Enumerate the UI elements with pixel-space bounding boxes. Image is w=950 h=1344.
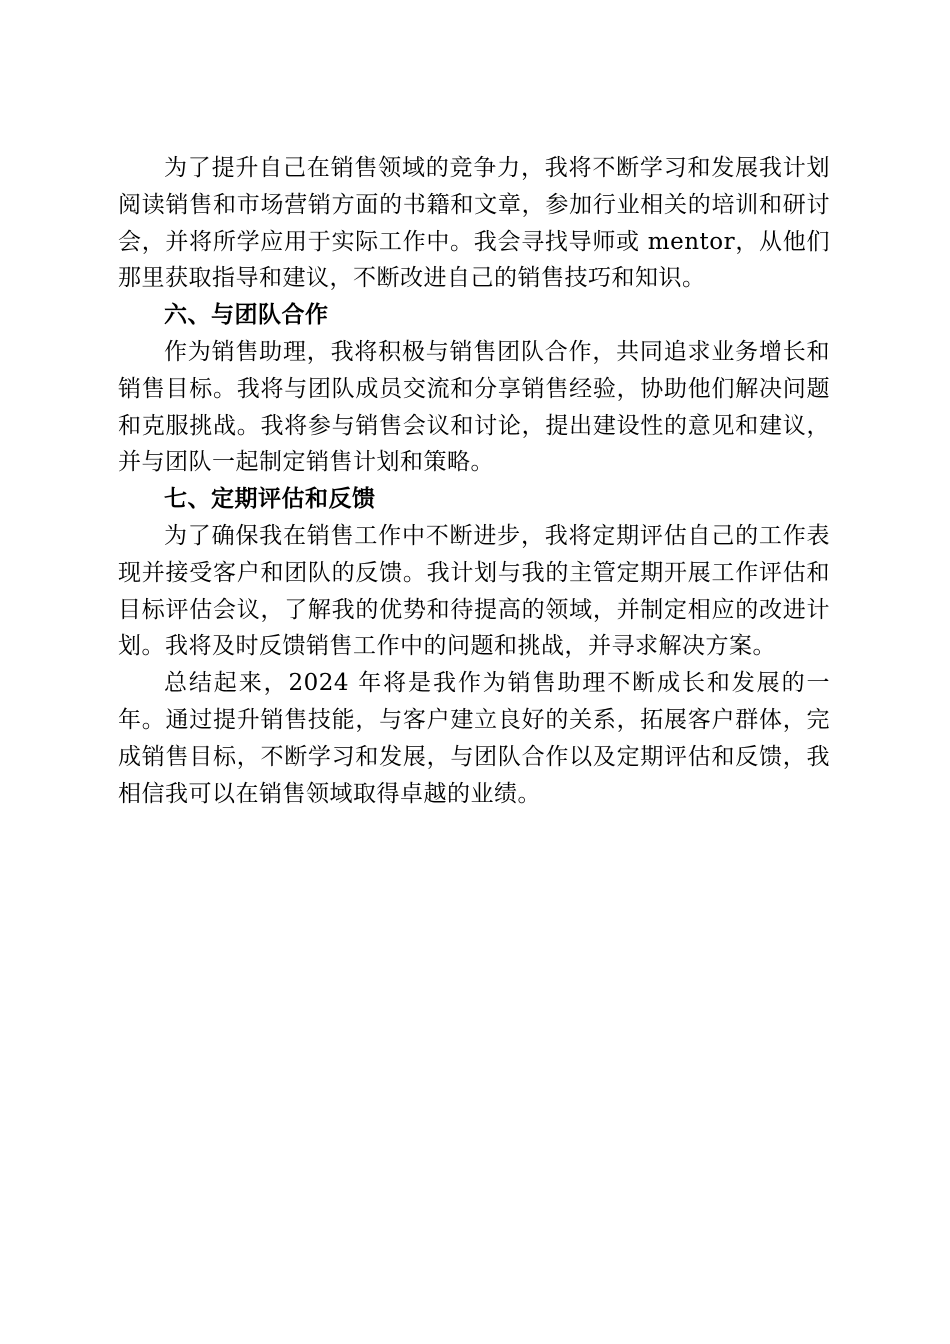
- paragraph-summary: 总结起来，2024 年将是我作为销售助理不断成长和发展的一年。通过提升销售技能，与客户建立良好的关系，拓展客户群体，完成销售目标，不断学习和发展，与团队合作以及定期评估和反馈，我相信我可以在销售领域取得卓越的业绩。: [118, 670, 830, 807]
- paragraph-evaluation: 为了确保我在销售工作中不断进步，我将定期评估自己的工作表现并接受客户和团队的反馈。我计划与我的主管定期开展工作评估和目标评估会议，了解我的优势和待提高的领域，并制定相应的改进计划。我将及时反馈销售工作中的问题和挑战，并寻求解决方案。: [118, 522, 830, 660]
- document-body: [118, 150, 830, 812]
- section-heading-teamwork: 六、与团队合作: [164, 302, 329, 329]
- paragraph-teamwork: 作为销售助理，我将积极与销售团队合作，共同追求业务增长和销售目标。我将与团队成员交流和分享销售经验，协助他们解决问题和克服挑战。我将参与销售会议和讨论，提出建设性的意见和建议，并与团队一起制定销售计划和策略。: [118, 338, 830, 476]
- section-heading-evaluation: 七、定期评估和反馈: [164, 486, 376, 513]
- paragraph-learning: 为了提升自己在销售领域的竞争力，我将不断学习和发展我计划阅读销售和市场营销方面的书籍和文章，参加行业相关的培训和研讨会，并将所学应用于实际工作中。我会寻找导师或 mentor，从他们那里获取指导和建议，不断改进自己的销售技巧和知识。: [118, 155, 830, 292]
